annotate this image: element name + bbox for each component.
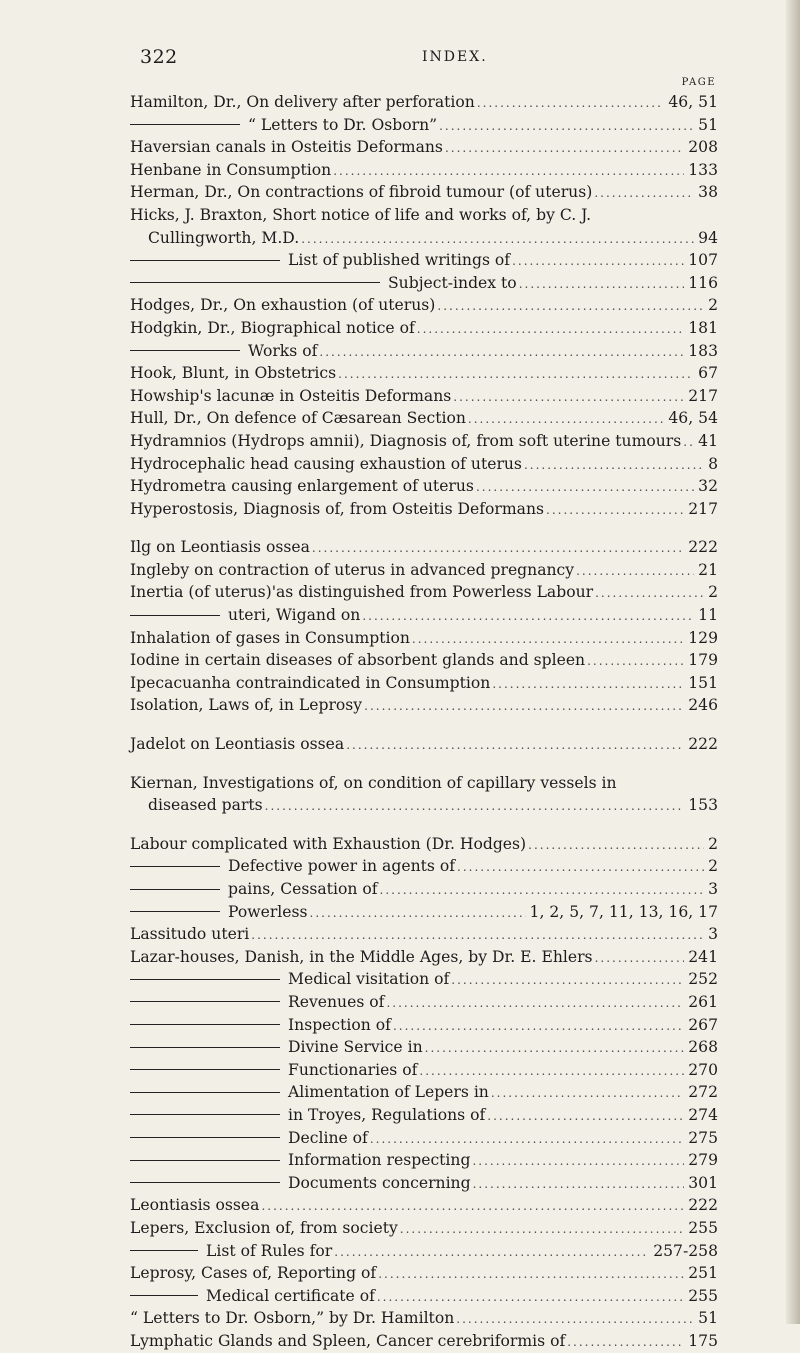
index-entry [130,1104,718,1127]
dot-leader [439,115,694,138]
entry-text [130,627,410,650]
entry-page-ref: 8 [708,454,718,473]
entry-page-ref: 179 [688,651,718,670]
entry-label: Ingleby on contraction of uterus in advanced pregnancy [130,560,575,579]
entry-text [130,878,378,901]
entry-text [130,672,490,695]
entry-label: Hicks, J. Braxton, Short notice of life and works of, by C. J. [130,205,592,224]
entry-label: Decline of [288,1128,368,1147]
entry-text [148,794,263,817]
ditto-rule [130,1182,280,1183]
entry-page-ref: 217 [688,386,718,405]
entry-page-ref: 51 [698,115,718,134]
entry-label: Leprosy, Cases of, Reporting of [130,1264,377,1283]
entry-page-ref: 255 [688,1286,718,1305]
entry-text [130,559,574,582]
dot-leader [412,628,684,651]
dot-leader [380,879,705,902]
entry-text [130,430,681,453]
index-entry [130,672,718,695]
dot-leader [386,992,684,1015]
entry-page-ref: 129 [688,628,718,647]
dot-leader [251,924,704,947]
running-header [126,46,746,68]
dot-leader [453,386,684,409]
entry-page-ref: 181 [688,318,718,337]
ditto-rule [130,260,280,261]
ditto-rule [130,1250,198,1251]
dot-leader [417,318,684,341]
entry-page-ref: 151 [688,673,718,692]
page-number: 322 [140,46,178,68]
entry-page-ref: 255 [688,1218,718,1237]
entry-label: Labour complicated with Exhaustion (Dr. Hodges) [130,834,527,853]
index-entry [130,604,718,627]
index-entry [130,627,718,650]
dot-leader [362,605,694,628]
entry-label: Howship's lacunæ in Osteitis Deformans [130,386,452,405]
entry-label: Documents concerning [288,1173,471,1192]
index-entry [130,453,718,476]
index-entry [130,317,718,340]
entry-page-ref: 257-258 [653,1241,718,1260]
entry-page-ref: 11 [698,606,718,625]
index-entry [130,991,718,1014]
entry-page-ref: 272 [688,1083,718,1102]
entry-page-ref: 175 [688,1331,718,1350]
dot-leader [524,454,704,477]
entry-text [130,923,249,946]
index-entry [130,923,718,946]
entry-page-ref: 251 [688,1264,718,1283]
entry-text [130,855,455,878]
entry-page-ref: 107 [688,251,718,270]
entry-text [130,1059,417,1082]
index-entry [130,1172,718,1195]
entry-text [130,694,362,717]
entry-label: Powerless [228,902,308,921]
entry-label: uteri, Wigand on [228,606,361,625]
entry-text [130,1127,368,1150]
entry-text [130,1262,376,1285]
index-entry [130,498,718,521]
entry-text [130,114,437,137]
entry-text [130,362,336,385]
entry-label: Hull, Dr., On defence of Cæsarean Section [130,409,466,428]
ditto-rule [130,979,280,980]
index-entry [130,794,718,817]
dot-leader [346,734,684,757]
entry-page-ref: 183 [688,341,718,360]
entry-page-ref: 252 [688,970,718,989]
entry-text [130,181,592,204]
dot-leader [567,1331,684,1353]
entry-page-ref: 267 [688,1015,718,1034]
index-entry [130,475,718,498]
dot-leader [487,1105,684,1128]
dot-leader [312,537,684,560]
ditto-rule [130,1069,280,1070]
entry-page-ref: 94 [698,228,718,247]
dot-leader [378,1263,684,1286]
index-entry [130,649,718,672]
entry-page-ref: 241 [688,947,718,966]
index-entry [130,694,718,717]
entry-page-ref: 301 [688,1173,718,1192]
entry-label: Ilg on Leontiasis ossea [130,538,310,557]
ditto-rule [130,282,380,283]
index-entries [130,91,718,1352]
dot-leader [594,182,694,205]
index-entry [130,1330,718,1353]
entry-page-ref: 270 [688,1060,718,1079]
ditto-rule [130,1295,198,1296]
ditto-rule [130,866,220,867]
entry-page-ref: 133 [688,160,718,179]
dot-leader [576,560,694,583]
entry-label: Inhalation of gases in Consumption [130,628,410,647]
index-entry [130,385,718,408]
entry-text [130,1307,454,1330]
dot-leader [319,341,684,364]
entry-text [130,1081,489,1104]
entry-page-ref: 153 [688,796,718,815]
entry-label: Iodine in certain diseases of absorbent glands and spleen [130,651,586,670]
entry-label: Isolation, Laws of, in Leprosy [130,696,363,715]
entry-page-ref: 21 [698,560,718,579]
ditto-rule [130,1160,280,1161]
index-entry [130,1036,718,1059]
entry-text [130,833,526,856]
entry-text [130,1240,332,1263]
dot-leader [472,1150,684,1173]
entry-label: Hamilton, Dr., On delivery after perforation [130,93,475,111]
entry-text [130,1217,398,1240]
entry-label: Lepers, Exclusion of, from society [130,1218,398,1237]
index-entry [130,1149,718,1172]
dot-leader [457,856,704,879]
entry-page-ref: 246 [688,696,718,715]
entry-label: Cullingworth, M.D. [148,228,300,247]
entry-text [130,498,544,521]
entry-label: Lazar-houses, Danish, in the Middle Ages, by Dr. E. Ehlers [130,947,593,966]
entry-page-ref: 274 [688,1105,718,1124]
entry-page-ref: 217 [688,499,718,518]
entry-label: Kiernan, Investigations of, on condition of capillary vessels in [130,773,617,792]
ditto-rule [130,124,240,125]
entry-page-ref: 116 [688,273,718,292]
entry-text [130,136,443,159]
running-title: INDEX. [422,49,488,65]
entry-label: Haversian canals in Osteitis Deformans [130,138,443,157]
entry-page-ref: 38 [698,183,718,202]
entry-label: Leontiasis ossea [130,1196,260,1215]
index-entry [130,1081,718,1104]
entry-label: Hyperostosis, Diagnosis of, from Osteitis Deformans [130,499,545,518]
dot-leader [546,499,684,522]
index-entry [130,772,718,795]
entry-label: Divine Service in [288,1038,423,1057]
index-entry [130,1014,718,1037]
entry-text [130,649,585,672]
entry-page-ref: 41 [698,431,718,450]
entry-label: Hydrometra causing enlargement of uterus [130,477,474,496]
dot-leader [437,295,704,318]
entry-text [130,91,475,114]
dot-leader [377,1286,684,1309]
entry-text [130,294,435,317]
dot-leader [419,1060,684,1083]
entry-text [130,1330,565,1353]
entry-text [130,536,310,559]
entry-page-ref: 222 [688,735,718,754]
index-entry [130,1217,718,1240]
index-entry [130,272,718,295]
ditto-rule [130,615,220,616]
index-entry [130,249,718,272]
dot-leader [445,137,684,160]
entry-text [148,227,299,250]
index-entry [130,1285,718,1308]
index-entry [130,1127,718,1150]
dot-leader [393,1015,684,1038]
entry-page-ref: 275 [688,1128,718,1147]
index-entry [130,114,718,137]
entry-text [130,407,466,430]
index-entry [130,181,718,204]
entry-label: Hodgkin, Dr., Biographical notice of [130,318,415,337]
entry-label: Jadelot on Leontiasis ossea [130,735,345,754]
index-entry [130,204,718,227]
index-entry [130,1059,718,1082]
entry-label: Hydramnios (Hydrops amnii), Diagnosis of, from soft uterine tumours [130,431,682,450]
dot-leader [364,695,684,718]
dot-leader [519,273,685,296]
ditto-rule [130,889,220,890]
index-entry [130,733,718,756]
entry-text [130,733,344,756]
dot-leader [451,969,684,992]
dot-leader [595,582,704,605]
entry-text [130,475,474,498]
entry-label: Lassitudo uteri [130,925,250,944]
dot-leader [265,795,685,818]
index-entry [130,855,718,878]
entry-text [130,340,317,363]
entry-label: “ Letters to Dr. Osborn,” by Dr. Hamilton [130,1309,455,1328]
entry-page-ref: 268 [688,1038,718,1057]
entry-page-ref: 3 [708,880,718,898]
entry-label: Hook, Blunt, in Obstetrics [130,364,337,383]
entry-label: Subject-index to [388,273,517,292]
entry-label: Defective power in agents of [228,857,455,876]
entry-text [130,317,415,340]
entry-text [130,1285,375,1308]
index-entry [130,833,718,856]
entry-page-ref: 67 [698,364,718,383]
index-entry [130,1240,718,1263]
dot-leader [400,1218,684,1241]
entry-page-ref: 208 [688,138,718,157]
index-entry [130,946,718,969]
entry-label: “ Letters to Dr. Osborn” [248,115,438,134]
entry-page-ref: 2 [708,834,718,853]
index-entry [130,878,718,901]
entry-label: Information respecting [288,1151,471,1170]
ditto-rule [130,350,240,351]
dot-leader [425,1037,685,1060]
dot-leader [338,363,694,386]
entry-page-ref: 2 [708,296,718,315]
ditto-rule [130,1137,280,1138]
index-entry [130,968,718,991]
entry-text [130,772,617,795]
dot-leader [301,228,694,251]
entry-page-ref: 2 [708,857,718,876]
entry-text [130,604,360,627]
index-entry [130,407,718,430]
entry-page-ref: 279 [688,1151,718,1170]
entry-label: Inspection of [288,1015,391,1034]
entry-text [130,249,510,272]
dot-leader [261,1195,684,1218]
entry-text [130,1014,391,1037]
entry-text [130,1036,423,1059]
entry-text [130,453,522,476]
dot-leader [476,476,694,499]
dot-leader [477,92,665,115]
ditto-rule [130,911,220,912]
entry-page-ref: 1, 2, 5, 7, 11, 13, 16, 17 [529,902,718,921]
entry-page-ref: 222 [688,538,718,557]
dot-leader [334,1241,649,1264]
entry-label: in Troyes, Regulations of [288,1105,486,1124]
entry-page-ref: 46, 54 [668,409,718,428]
dot-leader [683,431,694,454]
entry-text [130,946,593,969]
index-entry [130,581,718,604]
index-entry [130,159,718,182]
index-entry [130,1194,718,1217]
entry-page-ref: 2 [708,583,718,602]
entry-label: Ipecacuanha contraindicated in Consumption [130,673,491,692]
entry-text [130,1104,485,1127]
entry-label: Alimentation of Lepers in [288,1083,489,1102]
entry-label: List of published writings of [288,251,511,270]
dot-leader [492,673,684,696]
index-entry [130,430,718,453]
page-edge [786,0,800,1324]
entry-label: List of Rules for [206,1241,333,1260]
entry-page-ref: 222 [688,1196,718,1215]
entry-page-ref: 51 [698,1309,718,1328]
entry-text [130,968,449,991]
entry-label: Lymphatic Glands and Spleen, Cancer cerebriformis of [130,1331,566,1350]
index-entry [130,1307,718,1330]
entry-page-ref: 3 [708,925,718,944]
page-column-heading: PAGE [681,77,716,88]
dot-leader [512,250,684,273]
dot-leader [468,408,664,431]
entry-label: Inertia (of uterus)'as distinguished from Powerless Labour [130,583,594,602]
index-entry [130,901,718,924]
entry-text [130,1149,470,1172]
dot-leader [370,1128,684,1151]
entry-text [130,1172,471,1195]
entry-label: Herman, Dr., On contractions of fibroid tumour (of uterus) [130,183,593,202]
index-entry [130,559,718,582]
dot-leader [491,1082,684,1105]
entry-page-ref: 32 [698,477,718,496]
entry-label: Henbane in Consumption [130,160,332,179]
ditto-rule [130,1092,280,1093]
dot-leader [473,1173,685,1196]
dot-leader [595,947,685,970]
entry-text [130,581,593,604]
entry-label: Medical visitation of [288,970,450,989]
entry-label: Hydrocephalic head causing exhaustion of uterus [130,454,522,473]
entry-label: Revenues of [288,992,385,1011]
index-entry [130,536,718,559]
entry-label: Functionaries of [288,1060,418,1079]
entry-text [130,901,308,924]
entry-text [130,272,517,295]
index-entry [130,1262,718,1285]
entry-page-ref: 46, 51 [668,93,718,111]
ditto-rule [130,1114,280,1115]
index-entry [130,340,718,363]
index-entry [130,91,718,114]
entry-text [130,991,384,1014]
index-entry [130,136,718,159]
dot-leader [333,160,684,183]
ditto-rule [130,1047,280,1048]
dot-leader [587,650,684,673]
entry-label: pains, Cessation of [228,880,378,898]
dot-leader [456,1308,694,1331]
entry-label: Works of [248,341,318,360]
ditto-rule [130,1001,280,1002]
entry-text [130,1194,259,1217]
dot-leader [528,834,704,857]
index-entry [130,227,718,250]
entry-page-ref: 261 [688,992,718,1011]
index-entry [130,294,718,317]
entry-label: Hodges, Dr., On exhaustion (of uterus) [130,296,436,315]
entry-text [130,204,591,227]
index-entry [130,362,718,385]
entry-label: diseased parts [148,796,263,815]
ditto-rule [130,1024,280,1025]
dot-leader [310,902,526,925]
entry-text [130,159,331,182]
entry-label: Medical certificate of [206,1286,375,1305]
entry-text [130,385,451,408]
